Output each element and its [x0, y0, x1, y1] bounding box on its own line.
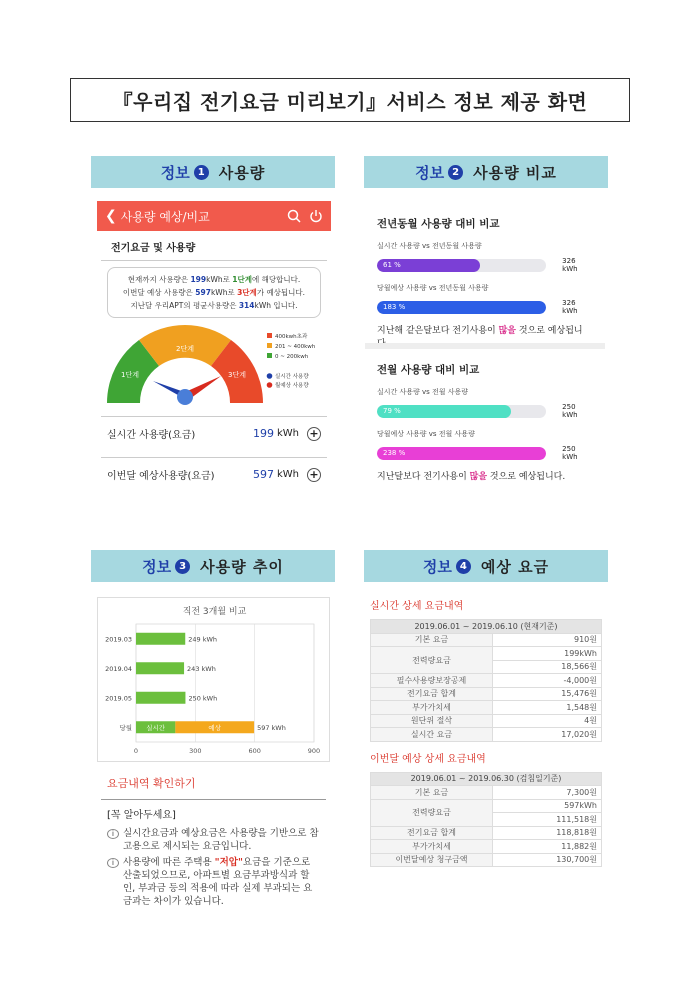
legend-item: 400kwh초과 [275, 334, 308, 340]
table-row: 필수사용량보장공제 -4,000원 [371, 674, 602, 688]
section-header-usage [91, 156, 335, 188]
bar-segment-label: 실시간 [146, 723, 166, 732]
summary-line: 현재까지 사용량은 199kWh로 1단계에 해당합니다. [127, 275, 301, 284]
gauge-label-2: 2단계 [176, 345, 194, 353]
summary-line: 지난달 우리APT의 평균사용량은 314kWh 입니다. [130, 301, 298, 310]
compare-panel [365, 200, 605, 490]
section-text: 사용량 [218, 163, 266, 182]
back-icon[interactable]: ❮ [105, 208, 117, 224]
block-title: 전월 사용량 대비 비교 [377, 364, 480, 376]
row-unit: kWh [276, 469, 299, 480]
expand-plus-icon[interactable]: + [307, 427, 321, 441]
table-row: 부가가치세 11,882원 [371, 840, 602, 854]
table-row: 111,518원 [371, 813, 602, 827]
progress-fill: 183 % [377, 301, 546, 314]
trend-chart-panel [97, 597, 330, 762]
table-row: 부가가치세 1,548원 [371, 701, 602, 715]
bar-caption: 당월예상 사용량 vs 전년동월 사용량 [377, 284, 489, 292]
x-tick-label: 900 [307, 747, 321, 755]
data-label: 250 kWh [188, 694, 218, 703]
progress-fill: 238 % [377, 447, 546, 460]
table-row: 기본 요금 7,300원 [371, 786, 602, 800]
trend-chart [98, 598, 331, 763]
progress-fill: 61 % [377, 259, 480, 272]
section-text: 사용량 비교 [473, 163, 557, 182]
table-row: 전기요금 합계 15,476원 [371, 687, 602, 701]
page-title: 『우리집 전기요금 미리보기』서비스 정보 제공 화면 [70, 78, 630, 122]
compare-note: 지난달보다 전기사용이 많을 것으로 예상됩니다. [377, 472, 566, 482]
section-header-trend [91, 550, 335, 582]
bar-caption: 당월예상 사용량 vs 전월 사용량 [377, 430, 475, 438]
app-bar-title: 사용량 예상/비교 [120, 209, 210, 224]
table-row: 기본 요금 910원 [371, 633, 602, 647]
compare-block-last-month [365, 346, 605, 486]
usage-gauge [97, 321, 331, 405]
section-text: 예상 요금 [480, 557, 550, 576]
fee-info-section [97, 775, 330, 911]
panel-subtitle: 전기요금 및 사용량 [101, 231, 327, 261]
notice-text: 실시간요금과 예상요금은 사용량을 기반으로 참고용으로 제시되는 요금입니다. [123, 828, 319, 852]
bar [136, 692, 185, 704]
y-tick-label: 당월 [119, 723, 132, 732]
progress-track [377, 259, 546, 272]
bar-caption: 실시간 사용량 vs 전월 사용량 [377, 388, 469, 396]
bar [136, 633, 185, 645]
forecast-fee-title: 이번달 예상 상세 요금내역 [370, 753, 486, 765]
legend-item: 201 ~ 400kwh [275, 344, 316, 350]
data-label: 597 kWh [257, 723, 286, 732]
legend-item: 월예상 사용량 [275, 383, 309, 389]
table-row: 이번달예상 청구금액 130,700원 [371, 853, 602, 867]
gauge-label-1: 1단계 [121, 371, 139, 379]
bar-kwh: 250 kWh [562, 403, 578, 419]
y-tick-label: 2019.03 [105, 635, 132, 644]
section-number: 4 [456, 559, 471, 574]
info-icon: i [107, 858, 119, 868]
compare-block-last-year [365, 200, 605, 340]
table-row: 전력량요금 597kWh [371, 799, 602, 813]
table-row: 전기요금 합계 118,818원 [371, 826, 602, 840]
bar-caption: 실시간 사용량 vs 전년동월 사용량 [377, 242, 482, 250]
app-bar [97, 201, 331, 231]
summary-line: 이번달 예상 사용량은 597kWh로 3단계가 예상됩니다. [122, 288, 306, 297]
x-tick-label: 600 [248, 747, 261, 755]
power-icon[interactable] [309, 209, 323, 223]
row-value: 597 [252, 468, 274, 481]
section-label: 정보 [422, 557, 452, 576]
compare-note: 지난해 같은달보다 전기사용이 많을 것으로 예상됩니 [377, 326, 583, 336]
chart-title: 직전 3개월 비교 [182, 607, 247, 617]
x-tick-label: 0 [133, 747, 139, 755]
usage-panel [97, 201, 331, 491]
data-label: 249 kWh [188, 635, 218, 644]
realtime-fee-title: 실시간 상세 요금내역 [370, 601, 464, 612]
notice-item [107, 856, 320, 908]
block-title: 전년동월 사용량 대비 비교 [377, 218, 500, 230]
section-label: 정보 [415, 163, 445, 182]
y-tick-label: 2019.04 [105, 664, 132, 673]
section-number: 3 [175, 559, 190, 574]
table-row: 18,566원 [371, 660, 602, 674]
notice-text: 사용량에 따른 주택용 "저압"요금을 기준으로 산출되었으므로, 아파트별 요금부과방식과 할인, 부과금 등의 적용에 따라 실제 부과되는 요금과는 차이가 있습니다. [123, 857, 313, 907]
row-label: 실시간 사용량(요금) [107, 430, 196, 441]
fee-panel [370, 597, 602, 867]
warning-title: [꼭 알아두세요] [107, 810, 176, 821]
info-title[interactable]: 요금내역 확인하기 [107, 777, 196, 790]
progress-track [377, 405, 546, 418]
section-number: 1 [194, 165, 209, 180]
bar [136, 662, 184, 674]
progress-fill: 79 % [377, 405, 511, 418]
progress-track [377, 447, 546, 460]
data-label: 243 kWh [187, 664, 216, 673]
gauge-hub [177, 389, 193, 405]
section-label: 정보 [160, 163, 190, 182]
table-row: 실시간 요금 17,020원 [371, 728, 602, 742]
bar-kwh: 326 kWh [562, 299, 578, 315]
gauge-label-3: 3단계 [228, 371, 246, 379]
forecast-usage-row[interactable] [101, 457, 327, 491]
y-tick-label: 2019.05 [105, 694, 132, 703]
bar-segment-label: 예상 [208, 723, 221, 732]
forecast-fee-table [370, 772, 602, 868]
section-number: 2 [448, 165, 463, 180]
table-row: 원단위 절삭 4원 [371, 714, 602, 728]
table-row: 전력량요금 199kWh [371, 647, 602, 661]
realtime-usage-row[interactable] [101, 416, 327, 450]
bar-kwh: 250 kWh [562, 445, 578, 461]
row-unit: kWh [276, 428, 299, 439]
usage-summary-box [107, 267, 321, 318]
section-label: 정보 [142, 557, 172, 576]
expand-plus-icon[interactable]: + [307, 468, 321, 482]
fee-period: 2019.06.01 ~ 2019.06.30 (검침일기준) [371, 772, 602, 786]
section-header-fee [364, 550, 608, 582]
x-tick-label: 300 [189, 747, 202, 755]
search-icon[interactable] [287, 209, 301, 223]
row-label: 이번달 예상사용량(요금) [107, 471, 215, 482]
row-value: 199 [252, 427, 274, 440]
fee-period: 2019.06.01 ~ 2019.06.10 (현재기준) [371, 620, 602, 634]
progress-track [377, 301, 546, 314]
info-icon: i [107, 829, 119, 839]
legend-item: 0 ~ 200kwh [275, 354, 309, 360]
notice-item [107, 827, 320, 853]
legend-item: 실시간 사용량 [275, 374, 309, 380]
bar-kwh: 326 kWh [562, 257, 578, 273]
divider [101, 799, 326, 800]
realtime-fee-table [370, 619, 602, 742]
section-header-compare [364, 156, 608, 188]
section-text: 사용량 추이 [200, 557, 284, 576]
